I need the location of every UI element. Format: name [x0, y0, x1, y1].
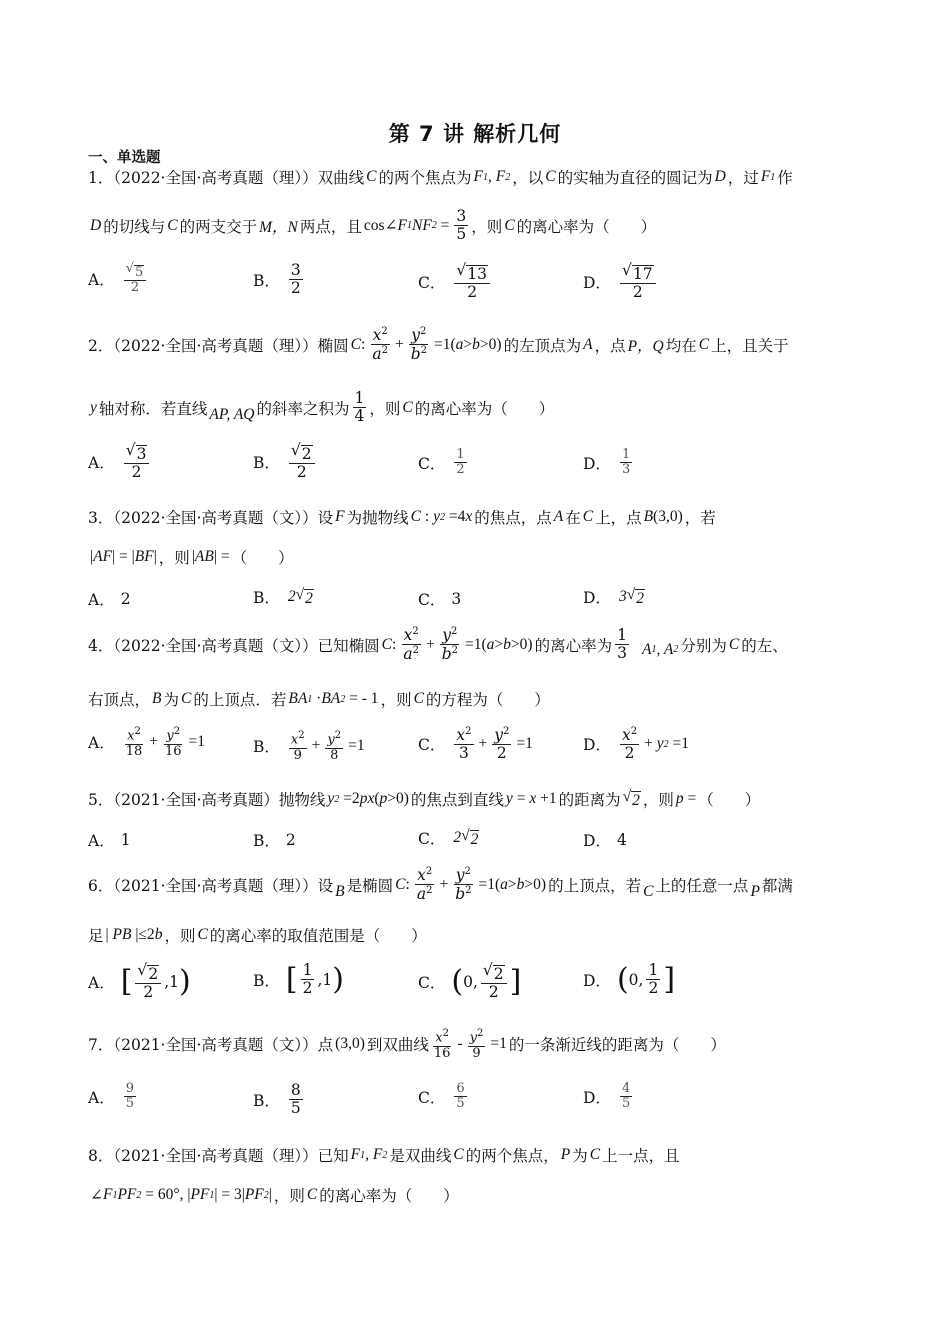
- q8-math: F 1 , F 2: [350, 1146, 388, 1163]
- q7-math: =1: [490, 1035, 507, 1053]
- q3-text: 的焦点，点: [474, 509, 552, 527]
- q3-text: 为抛物线: [346, 509, 409, 527]
- q4-math: +: [425, 635, 435, 653]
- q3-option-b[interactable]: B． 2 √ 2: [253, 586, 313, 608]
- q6-text: ，则: [164, 927, 196, 945]
- q4-text: 的左、: [741, 636, 788, 655]
- q4-text: ，则: [380, 691, 412, 709]
- q7-option-b[interactable]: B． $\frac{8}{5}$: [253, 1081, 301, 1118]
- q2-frac: $\frac{1}{4}$: [354, 389, 365, 426]
- question-8-line-1: [88, 1144, 680, 1166]
- q1-text: 的切线与: [103, 217, 166, 236]
- q4-math: BA 1 · BA 2 = - 1: [288, 690, 379, 707]
- q6-text: 是椭圆: [346, 876, 394, 895]
- q5-text: 的焦点到直线: [410, 791, 504, 809]
- q2-frac: $\frac{y^2}{b^2}$: [410, 326, 428, 364]
- q1-option-c[interactable]: C． √ 13 2: [418, 262, 493, 301]
- q6-option-d[interactable]: D． ( 0, $\frac{1}{2}$ ]: [583, 961, 676, 998]
- q2-option-c[interactable]: C． $\frac{1}{2}$: [418, 447, 465, 478]
- q7-text: 到双曲线: [366, 1036, 429, 1055]
- q3-option-c[interactable]: C． 3: [418, 590, 462, 609]
- q4-text: 为: [163, 691, 179, 709]
- q3-math: C: [582, 508, 594, 525]
- q8-math: C: [306, 1186, 318, 1203]
- q1-text: ，以: [512, 169, 544, 187]
- q8-math: C: [589, 1146, 601, 1163]
- q8-text: 为: [572, 1147, 588, 1165]
- q7-math: -: [457, 1035, 463, 1053]
- q1-text: 作: [777, 169, 793, 187]
- q3-text: 在: [565, 509, 581, 527]
- q6-math: C: [643, 882, 654, 900]
- question-2-line-2: [88, 390, 554, 425]
- q1-option-d[interactable]: D． √ 17 2: [583, 262, 659, 301]
- q3-math: B (3,0): [643, 508, 683, 525]
- q1-math: D: [90, 216, 102, 234]
- q1-frac: $\frac{3}{5}$: [456, 207, 467, 244]
- q6-text: 都满: [761, 876, 793, 895]
- q4-option-a[interactable]: A． $\frac{x^2}{18}$ + $\frac{y^2}{16}$ =1: [88, 726, 206, 759]
- q3-text: 上，点: [595, 509, 642, 527]
- q6-text: 上的任意一点: [655, 876, 749, 895]
- q1-prefix: 1．（2022·全国·高考真题（理））双曲线: [88, 169, 365, 187]
- q5-text: ，则: [642, 791, 674, 809]
- q8-math: C: [453, 1146, 464, 1163]
- q2-text: 轴对称．若直线: [98, 399, 208, 418]
- q2-option-d[interactable]: D． $\frac{1}{3}$: [583, 447, 631, 478]
- q6-math: C :: [395, 875, 410, 893]
- q6-math: B: [335, 882, 345, 900]
- q4-text: 的上顶点．若: [193, 691, 287, 709]
- section-heading: 一、单选题: [88, 150, 161, 166]
- q6-prefix: 6．（2021·全国·高考真题（理））设: [88, 876, 334, 895]
- q1-text: 的实轴为直径的圆记为: [557, 169, 713, 187]
- q6-math: +: [439, 875, 449, 893]
- q1-text: 的离心率为（ ）: [516, 217, 657, 236]
- q4-text: 分别为: [680, 636, 727, 655]
- question-7-line-1: [88, 1028, 726, 1061]
- q2-math: C :: [350, 335, 366, 353]
- q3-math: C : y 2 =4 x: [410, 508, 473, 525]
- q8-text: 的两个焦点，: [465, 1147, 559, 1165]
- q5-option-d[interactable]: D． 4: [583, 831, 627, 850]
- q2-math: =1( a > b >0): [434, 335, 502, 353]
- q7-prefix: 7．（2021·全国·高考真题（文））点: [88, 1036, 334, 1055]
- q7-math: (3,0): [335, 1035, 365, 1053]
- q7-frac: $\frac{y^2}{9}$: [469, 1028, 484, 1061]
- q1-text: ，过: [727, 169, 759, 187]
- q2-frac: $\frac{x^2}{a^2}$: [372, 326, 388, 364]
- q2-text: 的左顶点为: [503, 336, 582, 355]
- question-8-line-2: [88, 1184, 459, 1206]
- q1-math: F 1: [760, 168, 776, 185]
- question-6-line-1: [88, 866, 793, 903]
- q3-text: （ ）: [231, 549, 294, 567]
- q3-math: | AB | =: [191, 548, 230, 565]
- question-6-line-2: [88, 924, 427, 946]
- q2-text: 均在: [665, 336, 697, 355]
- question-5-line-1: [88, 788, 760, 810]
- q6-frac: $\frac{x^2}{a^2}$: [416, 866, 433, 904]
- q4-math: B: [152, 690, 162, 707]
- q3-math: F: [335, 508, 345, 525]
- q4-math: C :: [381, 635, 397, 653]
- question-3-line-1: [88, 506, 716, 528]
- question-4-line-1: [88, 626, 788, 663]
- question-1-line-2: [88, 208, 656, 243]
- q3-text: ，若: [684, 509, 716, 527]
- q5-math: y = x +1: [505, 790, 557, 807]
- q2-option-a[interactable]: A． √ 3 2: [88, 442, 152, 481]
- q2-math: y: [90, 398, 97, 416]
- q5-text: （ ）: [698, 791, 761, 809]
- q4-frac: $\frac{1}{3}$: [617, 626, 627, 663]
- q5-text: 的距离为: [558, 791, 621, 809]
- q1-text: 的两支交于: [179, 217, 258, 236]
- q6-math: C: [197, 926, 208, 943]
- q8-prefix: 8．（2021·全国·高考真题（理））已知: [88, 1147, 349, 1165]
- q4-text: 的离心率为: [534, 636, 613, 655]
- q7-text: 的一条渐近线的距离为（ ）: [508, 1036, 726, 1055]
- q2-text: 上，且关于: [711, 336, 789, 355]
- q4-option-d[interactable]: D． $\frac{x^2}{2}$ + y 2 =1: [583, 726, 689, 763]
- q1-text: 两点，且: [299, 217, 362, 236]
- q2-text: ，则: [369, 399, 401, 418]
- q4-text: 右顶点，: [88, 691, 151, 709]
- q2-text: 的斜率之积为: [256, 399, 350, 418]
- q2-math: +: [394, 335, 404, 353]
- q6-math: | PB |≤2 b: [105, 926, 163, 943]
- q6-text: 的离心率的取值范围是（ ）: [209, 927, 427, 945]
- q5-option-b[interactable]: B． 2: [253, 831, 296, 850]
- q2-text: 的离心率为（ ）: [414, 399, 555, 418]
- q4-math: C: [728, 635, 740, 653]
- q5-prefix: 5．（2021·全国·高考真题）抛物线: [88, 791, 326, 809]
- q8-text: 上一点，且: [602, 1147, 680, 1165]
- q8-text: 的离心率为（ ）: [319, 1187, 459, 1205]
- q4-frac: $\frac{y^2}{b^2}$: [441, 626, 459, 664]
- q6-math: P: [750, 882, 760, 900]
- q1-option-b[interactable]: B． $\frac{3}{2}$: [253, 261, 301, 298]
- q7-frac: $\frac{x^2}{16}$: [433, 1028, 451, 1061]
- q2-prefix: 2．（2022·全国·高考真题（理））椭圆: [88, 336, 349, 355]
- q8-text: 是双曲线: [389, 1147, 452, 1165]
- q1-option-a[interactable]: A． √ 5 2: [88, 262, 149, 296]
- q6-text: 的上顶点，若: [548, 876, 642, 895]
- q1-text: ，则: [471, 217, 503, 236]
- q5-option-c[interactable]: C． 2 √ 2: [418, 827, 479, 849]
- q3-option-d[interactable]: D． 3 √ 2: [583, 586, 644, 608]
- q1-math: C: [167, 216, 178, 234]
- q7-option-d[interactable]: D． $\frac{4}{5}$: [583, 1081, 631, 1112]
- q3-math: A: [553, 508, 564, 525]
- q4-math: C: [181, 690, 192, 707]
- q2-math: C: [698, 335, 710, 353]
- q1-math: cos∠ F 1 NF 2 =: [363, 216, 450, 235]
- q6-option-c[interactable]: C． ( 0, √ 2 2 ]: [418, 961, 522, 1002]
- q7-option-a[interactable]: A． $\frac{9}{5}$: [88, 1081, 134, 1112]
- q7-option-c[interactable]: C． $\frac{6}{5}$: [418, 1081, 465, 1112]
- page-title: 第 7 讲 解析几何: [388, 122, 562, 146]
- q1-math: C: [545, 168, 556, 185]
- q5-math: √ 2: [622, 788, 640, 810]
- q6-text: 足: [88, 927, 104, 945]
- q6-option-a[interactable]: A． [ √ 2 2 ,1 ): [88, 961, 191, 1002]
- q1-math: F 1 , F 2: [473, 168, 511, 185]
- q1-math: C: [504, 216, 515, 234]
- q3-option-a[interactable]: A． 2: [88, 590, 131, 609]
- q8-text: ，则: [273, 1187, 305, 1205]
- q5-math: y 2 =2 px ( p >0): [327, 790, 409, 807]
- q1-text: 的两个焦点为: [378, 169, 472, 187]
- q4-frac: $\frac{x^2}{a^2}$: [403, 626, 419, 664]
- q2-text: ，点: [594, 336, 626, 355]
- q1-math: D: [714, 168, 726, 185]
- q4-math: =1( a > b >0): [465, 635, 533, 653]
- q5-option-a[interactable]: A． 1: [88, 831, 131, 850]
- q6-frac: $\frac{y^2}{b^2}$: [455, 866, 472, 904]
- q4-math: A 1 , A 2: [641, 640, 679, 658]
- q1-math: C: [366, 168, 377, 185]
- q4-math: C: [413, 690, 424, 707]
- question-2-line-1: [88, 326, 789, 363]
- q5-math: p =: [675, 790, 697, 807]
- q8-math: ∠ F 1 PF 2 = 60°, | PF 1 | = 3| PF 2 |: [90, 1186, 272, 1204]
- q1-math: M，N: [259, 218, 298, 236]
- q3-math: | AF | = | BF |: [90, 548, 157, 565]
- q3-text: ，则: [158, 549, 190, 567]
- q8-math: P: [560, 1146, 571, 1163]
- q2-math: C: [402, 398, 413, 416]
- q4-option-c[interactable]: C． $\frac{x^2}{3}$ + $\frac{y^2}{2}$ =1: [418, 726, 533, 763]
- q4-option-b[interactable]: B． $\frac{x^2}{9}$ + $\frac{y^2}{8}$ =1: [253, 730, 365, 763]
- q2-math: A: [583, 335, 593, 353]
- question-4-line-2: [88, 688, 550, 710]
- q2-math: P，Q: [627, 337, 664, 355]
- q4-text: 的方程为（ ）: [425, 691, 550, 709]
- question-1-line-1: [88, 166, 793, 188]
- q4-prefix: 4．（2022·全国·高考真题（文））已知椭圆: [88, 636, 380, 655]
- q6-option-b[interactable]: B． [ $\frac{1}{2}$ ,1 ): [253, 961, 344, 998]
- q2-option-b[interactable]: B． √ 2 2: [253, 442, 318, 481]
- question-3-line-2: [88, 546, 294, 568]
- q2-math: AP, AQ: [209, 405, 255, 423]
- q3-prefix: 3．（2022·全国·高考真题（文））设: [88, 509, 334, 527]
- q6-math: =1( a > b >0): [478, 875, 547, 893]
